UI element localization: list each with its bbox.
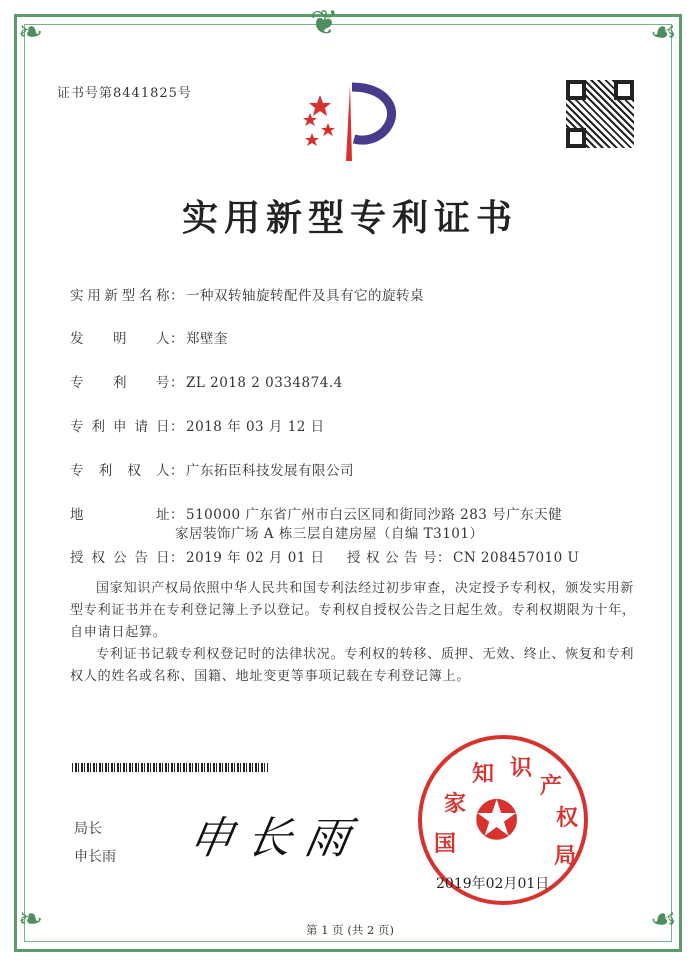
field-inventor: 发明人： 郑壁奎 [70, 331, 228, 347]
field-application-date: 专利申请日： 2018 年 03 月 12 日 [70, 419, 325, 435]
field-address-line2: 家居装饰广场 A 栋三层自建房屋（自编 T3101） [175, 526, 484, 542]
official-seal: 国 家 知 识 产 权 局 ✪ [418, 735, 588, 905]
barcode [72, 763, 268, 772]
certificate-number: 证书号第8441825号 [57, 86, 192, 101]
field-patentee: 专利权人： 广东拓臣科技发展有限公司 [70, 463, 354, 479]
signatory-title: 局长 [74, 821, 102, 837]
corner-ornament-icon: ❧ [18, 15, 44, 50]
corner-ornament-icon: ❧ [18, 902, 44, 937]
corner-ornament-icon: ☙ [650, 902, 677, 937]
seal-date: 2019年02月01日 [436, 876, 550, 892]
paragraph-grant: 国家知识产权局依照中华人民共和国专利法经过初步审查，决定授予专利权，颁发实用新型专利证书并在专利登记簿上予以登记。专利权自授权公告之日起生效。专利权期限为十年，自申请日起算。 [70, 581, 636, 640]
field-utility-model-name: 实用新型名称： 一种双转轴旋转配件及具有它的旋转桌 [70, 288, 424, 304]
top-ornament-icon: ❦ [310, 3, 339, 43]
qr-code [566, 80, 634, 148]
field-patent-number: 专利号： ZL 2018 2 0334874.4 [70, 375, 343, 391]
cnipa-logo-icon [290, 75, 410, 165]
page-footer: 第 1 页 (共 2 页) [306, 923, 394, 937]
corner-ornament-icon: ☙ [650, 15, 677, 50]
field-address: 地址： 510000 广东省广州市白云区同和街同沙路 283 号广东天健 [70, 507, 563, 523]
national-emblem-icon: ✪ [474, 789, 520, 852]
paragraph-legal-status: 专利证书记载专利权登记时的法律状况。专利权的转移、质押、无效、终止、恢复和专利权人的姓名或名称、国籍、地址变更等事项记载在专利登记簿上。 [70, 647, 635, 684]
signature: 申长雨 [184, 813, 368, 864]
page-title: 实用新型专利证书 [181, 197, 518, 239]
field-grant-date: 授权公告日： 2019 年 02 月 01 日 [70, 550, 325, 566]
signatory-name: 申长雨 [74, 849, 116, 865]
field-grant-number: 授权公告号： CN 208457010 U [347, 550, 580, 566]
